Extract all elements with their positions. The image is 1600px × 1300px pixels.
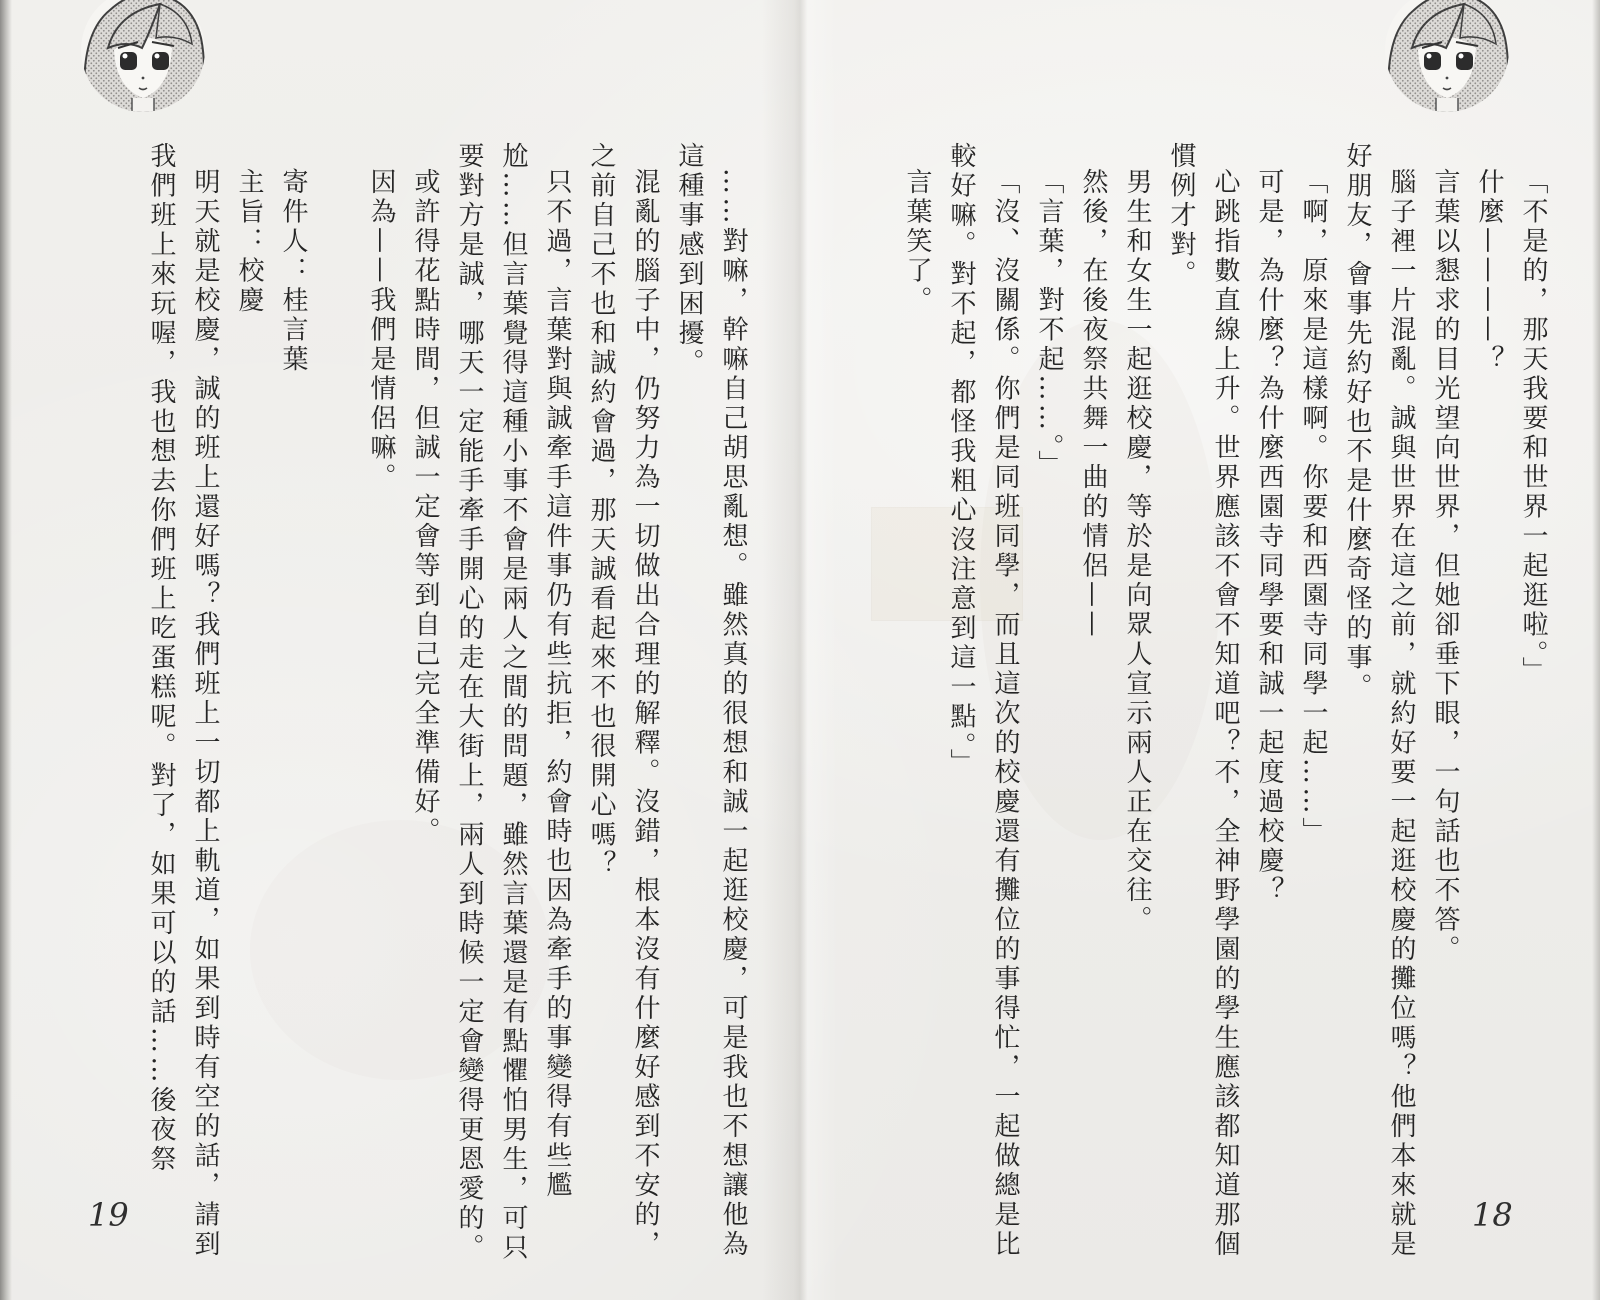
paragraph: 什麼————？ [1474, 168, 1504, 375]
paragraph: 「言葉，對不起……。」 [1034, 168, 1064, 480]
page-number-left: 19 [88, 1196, 129, 1234]
page-gutter-shadow [762, 0, 838, 1300]
email-quote-block [139, 142, 315, 1282]
paragraph: 主旨：校慶 [234, 168, 264, 316]
page-18-text [895, 142, 1555, 1282]
girl-face-portrait-icon [1384, 0, 1510, 118]
paragraph: 混亂的腦子中，仍努力為一切做出合理的解釋。沒錯，根本沒有什麼好感到不安的，之前自己不也和誠約會過，那天誠看起來不也很開心嗎？ [586, 142, 660, 1260]
paragraph: 因為——我們是情侶嘛。 [366, 168, 396, 493]
paragraph: 「不是的，那天我要和世界一起逛啦。」 [1518, 168, 1548, 686]
scan-edge-left [0, 0, 12, 1300]
paragraph: 言葉笑了。 [902, 168, 932, 316]
paragraph: 心跳指數直線上升。世界應該不會不知道吧？不，全神野學園的學生應該都知道那個慣例才對。 [1166, 142, 1240, 1260]
paragraph: 只不過，言葉對與誠牽手這件事仍有些抗拒，約會時也因為牽手的事變得有些尷尬……但言葉覺得這種小事不會是兩人之間的問題，雖然言葉還是有點懼怕男生，可只要對方是誠，哪天一定能手牽手開心的走在大街上，兩人到時候一定會變得更恩愛的。 [454, 142, 572, 1263]
paragraph: 「啊，原來是這樣啊。你要和西園寺同學一起……」 [1298, 168, 1328, 847]
paragraph: ……對嘛，幹嘛自己胡思亂想。雖然真的很想和誠一起逛校慶，可是我也不想讓他為這種事感到困擾。 [674, 142, 748, 1260]
paragraph: 腦子裡一片混亂。誠與世界在這之前，就約好要一起逛校慶的攤位嗎？他們本來就是好朋友，會事先約好也不是什麼奇怪的事。 [1342, 142, 1416, 1260]
narrative-paragraphs [895, 142, 1555, 1282]
paragraph: 男生和女生一起逛校慶，等於是向眾人宣示兩人正在交往。 [1122, 168, 1152, 935]
paragraph: 寄件人：桂言葉 [278, 168, 308, 375]
girl-face-portrait-icon [80, 0, 206, 118]
paragraph: 或許得花點時間，但誠一定會等到自己完全準備好。 [410, 168, 440, 847]
paragraph: 明天就是校慶，誠的班上還好嗎？我們班上一切都上軌道，如果到時有空的話，請到我們班上來玩喔，我也想去你們班上吃蛋糕呢。對了，如果可以的話……後夜祭 [146, 142, 220, 1260]
scan-edge-right [1592, 0, 1600, 1300]
page-19-text [139, 142, 755, 1282]
page-number-right: 18 [1472, 1196, 1513, 1234]
paragraph: 然後，在後夜祭共舞一曲的情侶—— [1078, 168, 1108, 640]
narrative-paragraphs [359, 142, 755, 1282]
paragraph: 「沒、沒關係。你們是同班同學，而且這次的校慶還有攤位的事得忙，一起做總是比較好嘛。對不起，都怪我粗心沒注意到這一點。」 [946, 142, 1020, 1260]
paragraph: 可是，為什麼？為什麼西園寺同學要和誠一起度過校慶？ [1254, 168, 1284, 906]
paragraph: 言葉以懇求的目光望向世界，但她卻垂下眼，一句話也不答。 [1430, 168, 1460, 965]
